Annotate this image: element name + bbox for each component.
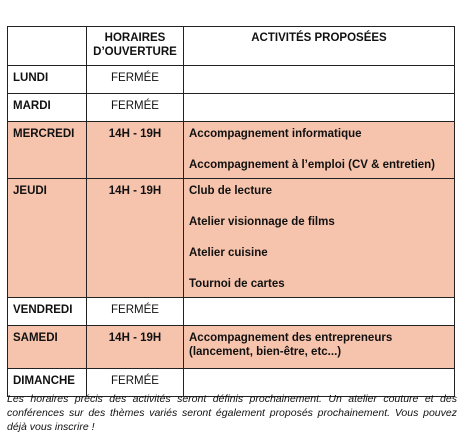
table-row: [8, 66, 455, 94]
header-row: [8, 27, 455, 66]
activities-cell: [184, 298, 455, 326]
activity-item: Tournoi de cartes: [189, 278, 285, 290]
day-cell: MARDI: [8, 94, 87, 122]
footnote: Les horaires précis des activités seront définis prochainement. Un atelier couture et des conférences sur des thèmes variés seront également proposés prochainement. Vous pouvez déjà vous inscrire !: [7, 393, 457, 433]
day-cell: JEUDI: [8, 179, 87, 298]
activities-cell: [184, 66, 455, 94]
schedule-table: [7, 26, 455, 397]
table-row: [8, 179, 455, 298]
table-row: [8, 326, 455, 369]
day-cell: SAMEDI: [8, 326, 87, 369]
table-row: [8, 122, 455, 179]
activity-item: Accompagnement à l’emploi (CV & entretien): [189, 159, 436, 171]
hours-cell: FERMÉE: [87, 94, 184, 122]
activities-cell: [184, 326, 455, 369]
activity-item: Accompagnement informatique: [189, 128, 362, 140]
hours-cell: 14H - 19H: [87, 179, 184, 298]
day-cell: DIMANCHE: [8, 369, 87, 397]
table-row: [8, 94, 455, 122]
day-cell: LUNDI: [8, 66, 87, 94]
activity-item: Atelier cuisine: [189, 247, 268, 259]
activity-item: Club de lecture: [189, 185, 273, 197]
hours-cell: FERMÉE: [87, 369, 184, 397]
activities-cell: [184, 94, 455, 122]
hours-cell: 14H - 19H: [87, 326, 184, 369]
hours-cell: 14H - 19H: [87, 122, 184, 179]
hours-cell: FERMÉE: [87, 298, 184, 326]
activity-item: Accompagnement des entrepreneurs (lancement, bien-être, etc...): [189, 332, 393, 358]
activities-cell: [184, 122, 455, 179]
table-row: [8, 298, 455, 326]
activities-cell: [184, 179, 455, 298]
activity-item: Atelier visionnage de films: [189, 216, 335, 228]
hours-cell: FERMÉE: [87, 66, 184, 94]
header-activities: ACTIVITÉS PROPOSÉES: [184, 27, 455, 66]
header-day: [8, 27, 87, 66]
day-cell: MERCREDI: [8, 122, 87, 179]
header-hours: HORAIRES D’OUVERTURE: [87, 27, 184, 66]
day-cell: VENDREDI: [8, 298, 87, 326]
